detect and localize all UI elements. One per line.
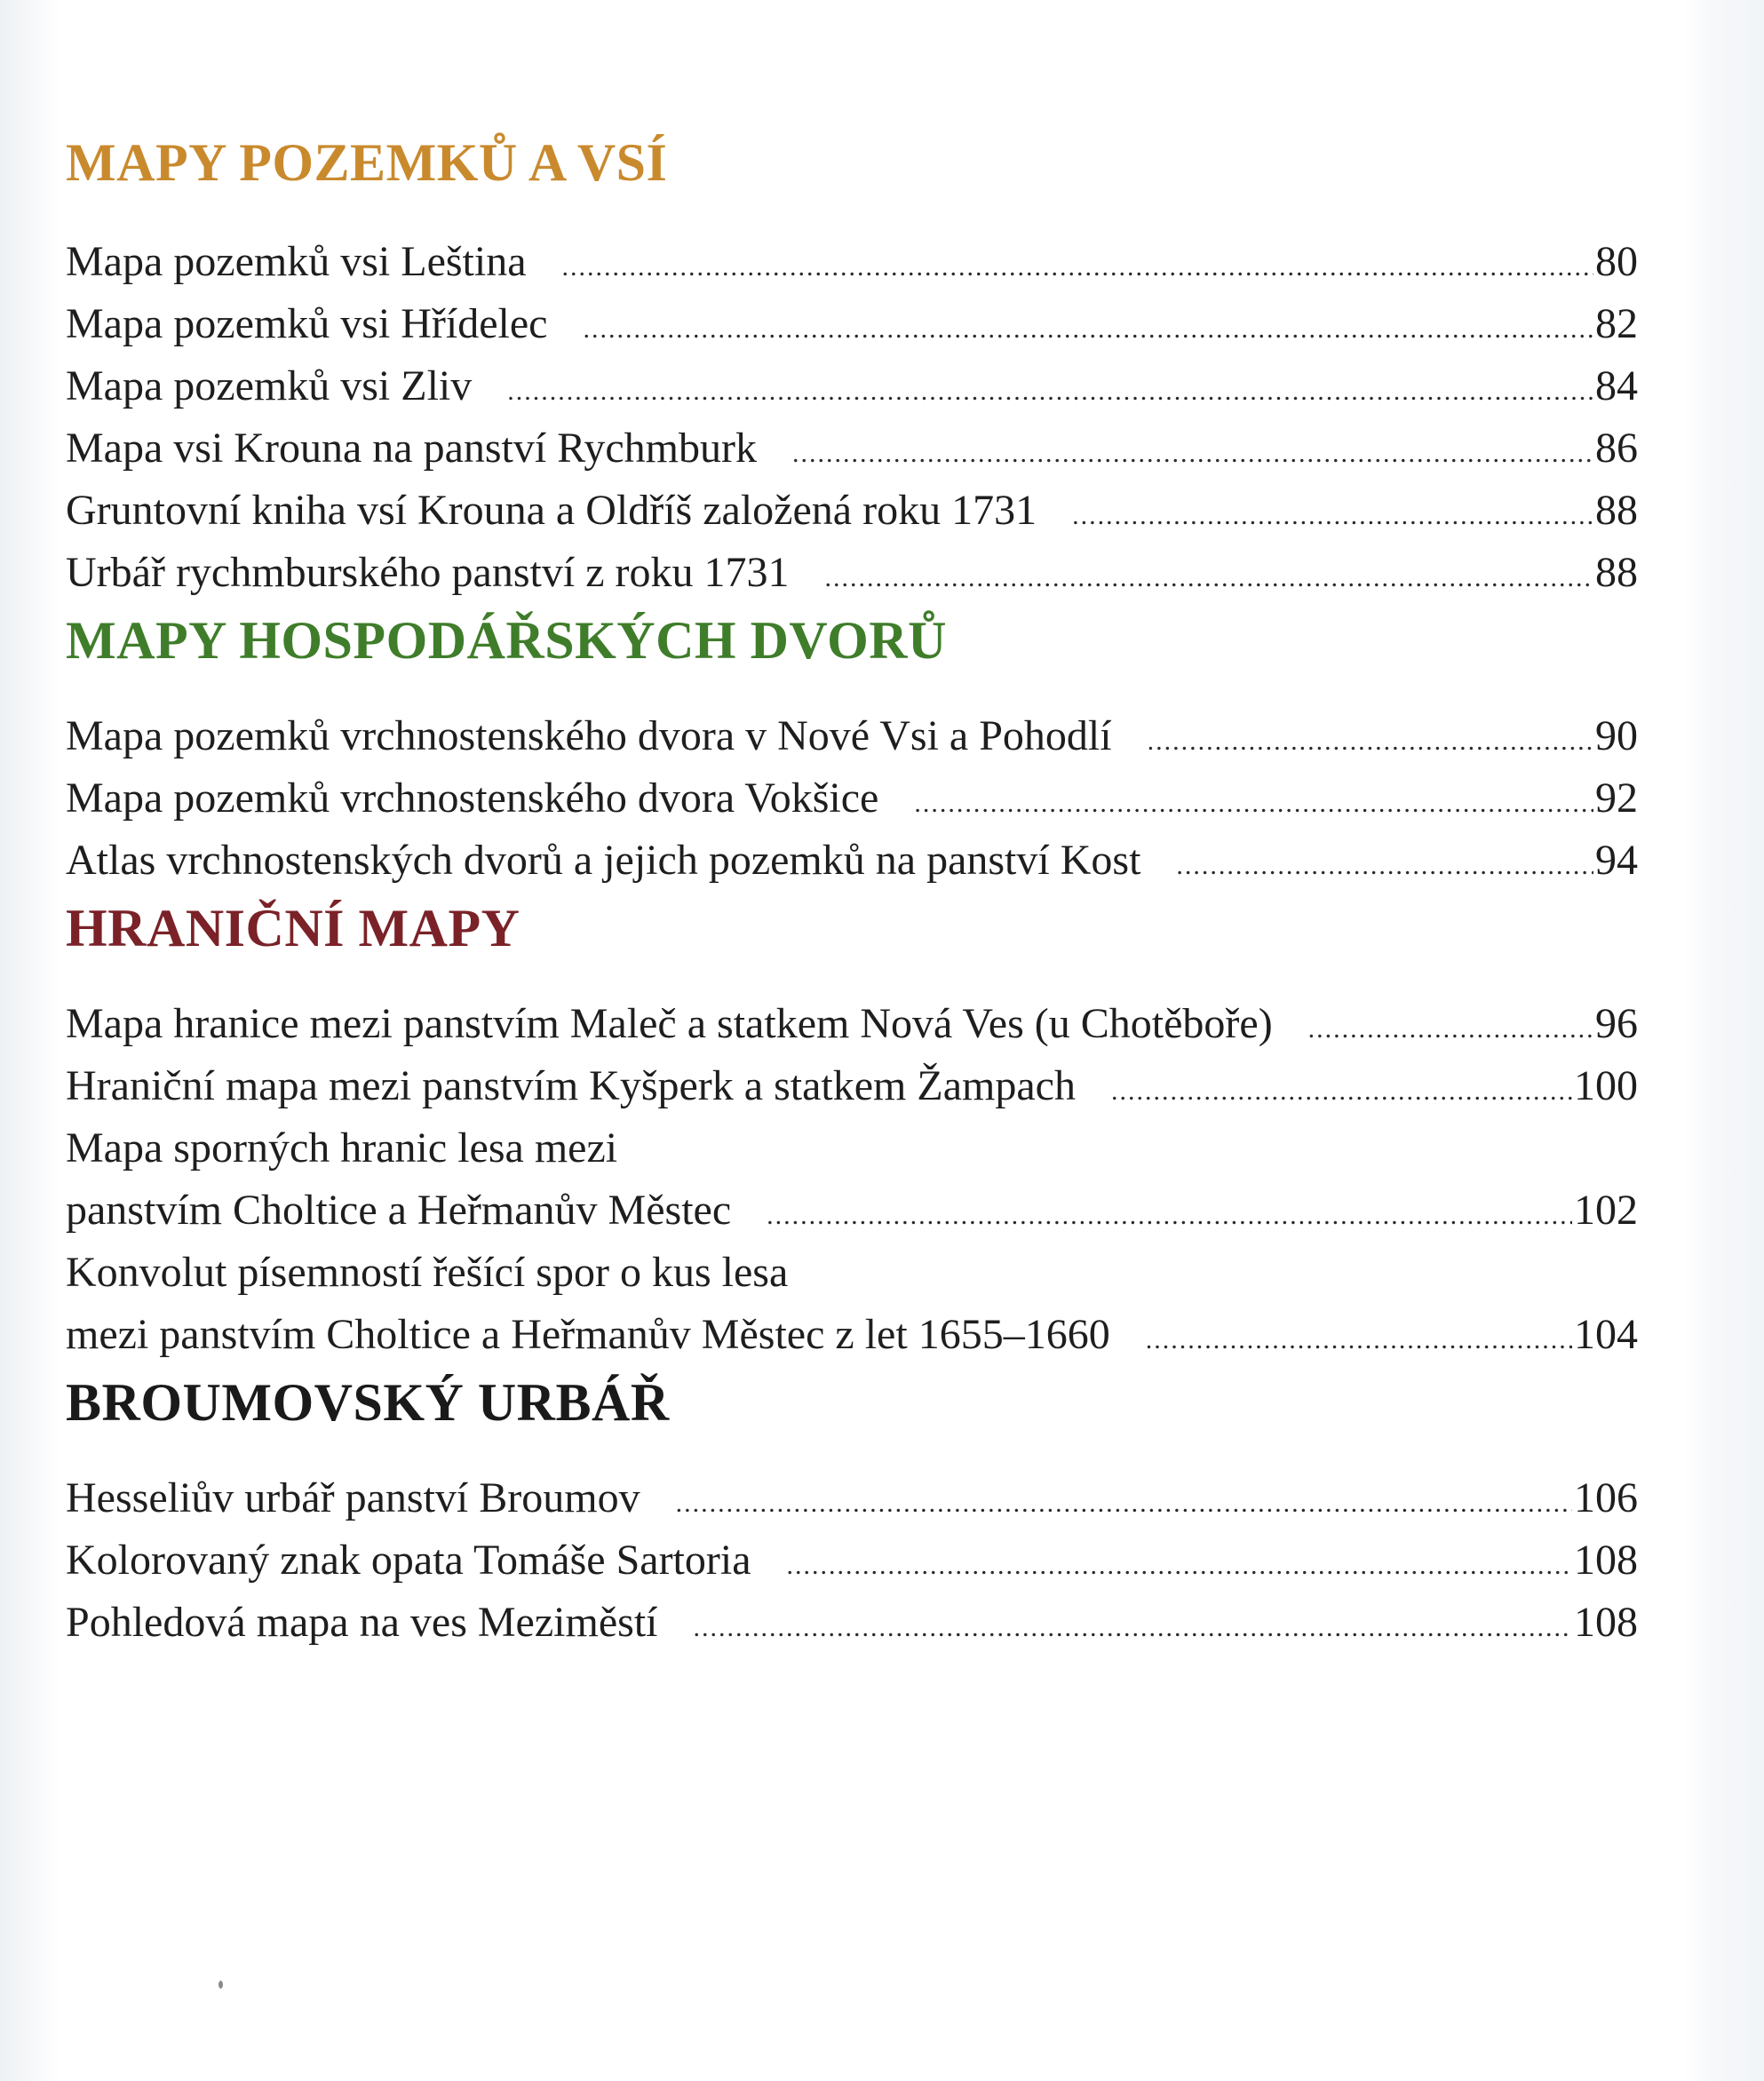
- dot-leader: [914, 773, 1593, 835]
- entry-list: [66, 705, 1638, 892]
- toc-entry[interactable]: [66, 542, 1638, 604]
- toc-entry[interactable]: [66, 1467, 1638, 1529]
- entry-title-line1: Mapa sporných hranic lesa mezi: [66, 1124, 618, 1172]
- dot-leader: [507, 361, 1593, 423]
- toc-entry[interactable]: [66, 480, 1638, 542]
- entry-title: Mapa pozemků vsi Hřídelec: [66, 300, 548, 347]
- dot-leader: [792, 423, 1593, 485]
- dot-leader: [787, 1535, 1572, 1597]
- dot-leader: [562, 236, 1593, 298]
- paper-speck: [219, 1981, 223, 1989]
- toc-section-hranicni-mapy: [66, 899, 1638, 1366]
- entry-page-number: 86: [1595, 425, 1638, 472]
- dot-leader: [676, 1473, 1572, 1535]
- page-edge-shadow-left: [0, 0, 62, 2081]
- entry-page-number: 84: [1595, 362, 1638, 409]
- entry-page-number: 100: [1574, 1062, 1638, 1109]
- toc-entry-line2: [66, 1179, 1638, 1242]
- entry-page-number: 106: [1574, 1474, 1638, 1521]
- entry-title: panstvím Choltice a Heřmanův Městec: [66, 1187, 732, 1234]
- entry-title: Mapa pozemků vrchnostenského dvora v Nové Vsi a Pohodlí: [66, 712, 1112, 759]
- toc-entry-multiline[interactable]: [66, 1242, 1638, 1366]
- toc-section-mapy-pozemku-a-vsi: [66, 133, 1638, 604]
- section-heading: MAPY HOSPODÁŘSKÝCH DVORŮ: [66, 611, 947, 670]
- entry-title: Mapa pozemků vsi Leština: [66, 238, 527, 285]
- entry-page-number: 108: [1574, 1599, 1638, 1646]
- dot-leader: [694, 1597, 1573, 1659]
- toc-entry[interactable]: [66, 767, 1638, 830]
- entry-page-number: 92: [1595, 774, 1638, 822]
- dot-leader: [767, 1185, 1572, 1247]
- toc-entry[interactable]: [66, 1529, 1638, 1592]
- entry-page-number: 90: [1595, 712, 1638, 759]
- dot-leader: [824, 547, 1593, 609]
- dot-leader: [583, 298, 1593, 361]
- section-heading: MAPY POZEMKŮ A VSÍ: [66, 133, 668, 192]
- toc-entry[interactable]: [66, 1055, 1638, 1117]
- dot-leader: [1308, 998, 1593, 1060]
- toc-entry[interactable]: [66, 1592, 1638, 1654]
- entry-title: Gruntovní kniha vsí Krouna a Oldříš založená roku 1731: [66, 487, 1037, 534]
- entry-page-number: 102: [1574, 1187, 1638, 1234]
- entry-page-number: 96: [1595, 1000, 1638, 1047]
- entry-title: Urbář rychmburského panství z roku 1731: [66, 549, 790, 596]
- toc-entry[interactable]: [66, 830, 1638, 892]
- toc-entry[interactable]: [66, 705, 1638, 767]
- entry-title: Mapa hranice mezi panstvím Maleč a statkem Nová Ves (u Chotěboře): [66, 1000, 1273, 1047]
- section-heading: HRANIČNÍ MAPY: [66, 899, 520, 957]
- entry-title: Atlas vrchnostenských dvorů a jejich pozemků na panství Kost: [66, 837, 1141, 884]
- toc-section-broumovsky-urbar: [66, 1373, 1638, 1654]
- toc-entry[interactable]: [66, 355, 1638, 417]
- entry-title: Pohledová mapa na ves Meziměstí: [66, 1599, 658, 1646]
- section-heading: BROUMOVSKÝ URBÁŘ: [66, 1373, 670, 1432]
- dot-leader: [1111, 1060, 1572, 1123]
- entry-page-number: 88: [1595, 549, 1638, 596]
- entry-title: Hraniční mapa mezi panstvím Kyšperk a statkem Žampach: [66, 1062, 1076, 1109]
- entry-list: [66, 231, 1638, 604]
- toc-entry[interactable]: [66, 993, 1638, 1055]
- dot-leader: [1148, 711, 1593, 773]
- entry-title-line1: Konvolut písemností řešící spor o kus lesa: [66, 1249, 789, 1296]
- entry-title: mezi panstvím Choltice a Heřmanův Městec z let 1655–1660: [66, 1311, 1110, 1358]
- toc-entry[interactable]: [66, 293, 1638, 355]
- dot-leader: [1176, 835, 1593, 897]
- toc-entry[interactable]: [66, 231, 1638, 293]
- entry-page-number: 104: [1574, 1311, 1638, 1358]
- table-of-contents: [66, 133, 1638, 1661]
- toc-entry[interactable]: [66, 417, 1638, 480]
- entry-list: [66, 1467, 1638, 1654]
- entry-list: [66, 993, 1638, 1366]
- entry-title: Mapa pozemků vrchnostenského dvora Vokšice: [66, 774, 879, 822]
- toc-entry-line2: [66, 1304, 1638, 1366]
- dot-leader: [1146, 1309, 1572, 1371]
- entry-page-number: 94: [1595, 837, 1638, 884]
- entry-page-number: 82: [1595, 300, 1638, 347]
- dot-leader: [1072, 485, 1593, 547]
- toc-section-mapy-hospodarskych-dvoru: [66, 611, 1638, 892]
- entry-page-number: 88: [1595, 487, 1638, 534]
- entry-page-number: 80: [1595, 238, 1638, 285]
- page-edge-shadow-right: [1684, 0, 1764, 2081]
- entry-title: Hesseliův urbář panství Broumov: [66, 1474, 640, 1521]
- entry-title: Mapa pozemků vsi Zliv: [66, 362, 473, 409]
- entry-title: Kolorovaný znak opata Tomáše Sartoria: [66, 1537, 751, 1584]
- toc-entry-multiline[interactable]: [66, 1117, 1638, 1242]
- entry-title: Mapa vsi Krouna na panství Rychmburk: [66, 425, 757, 472]
- entry-page-number: 108: [1574, 1537, 1638, 1584]
